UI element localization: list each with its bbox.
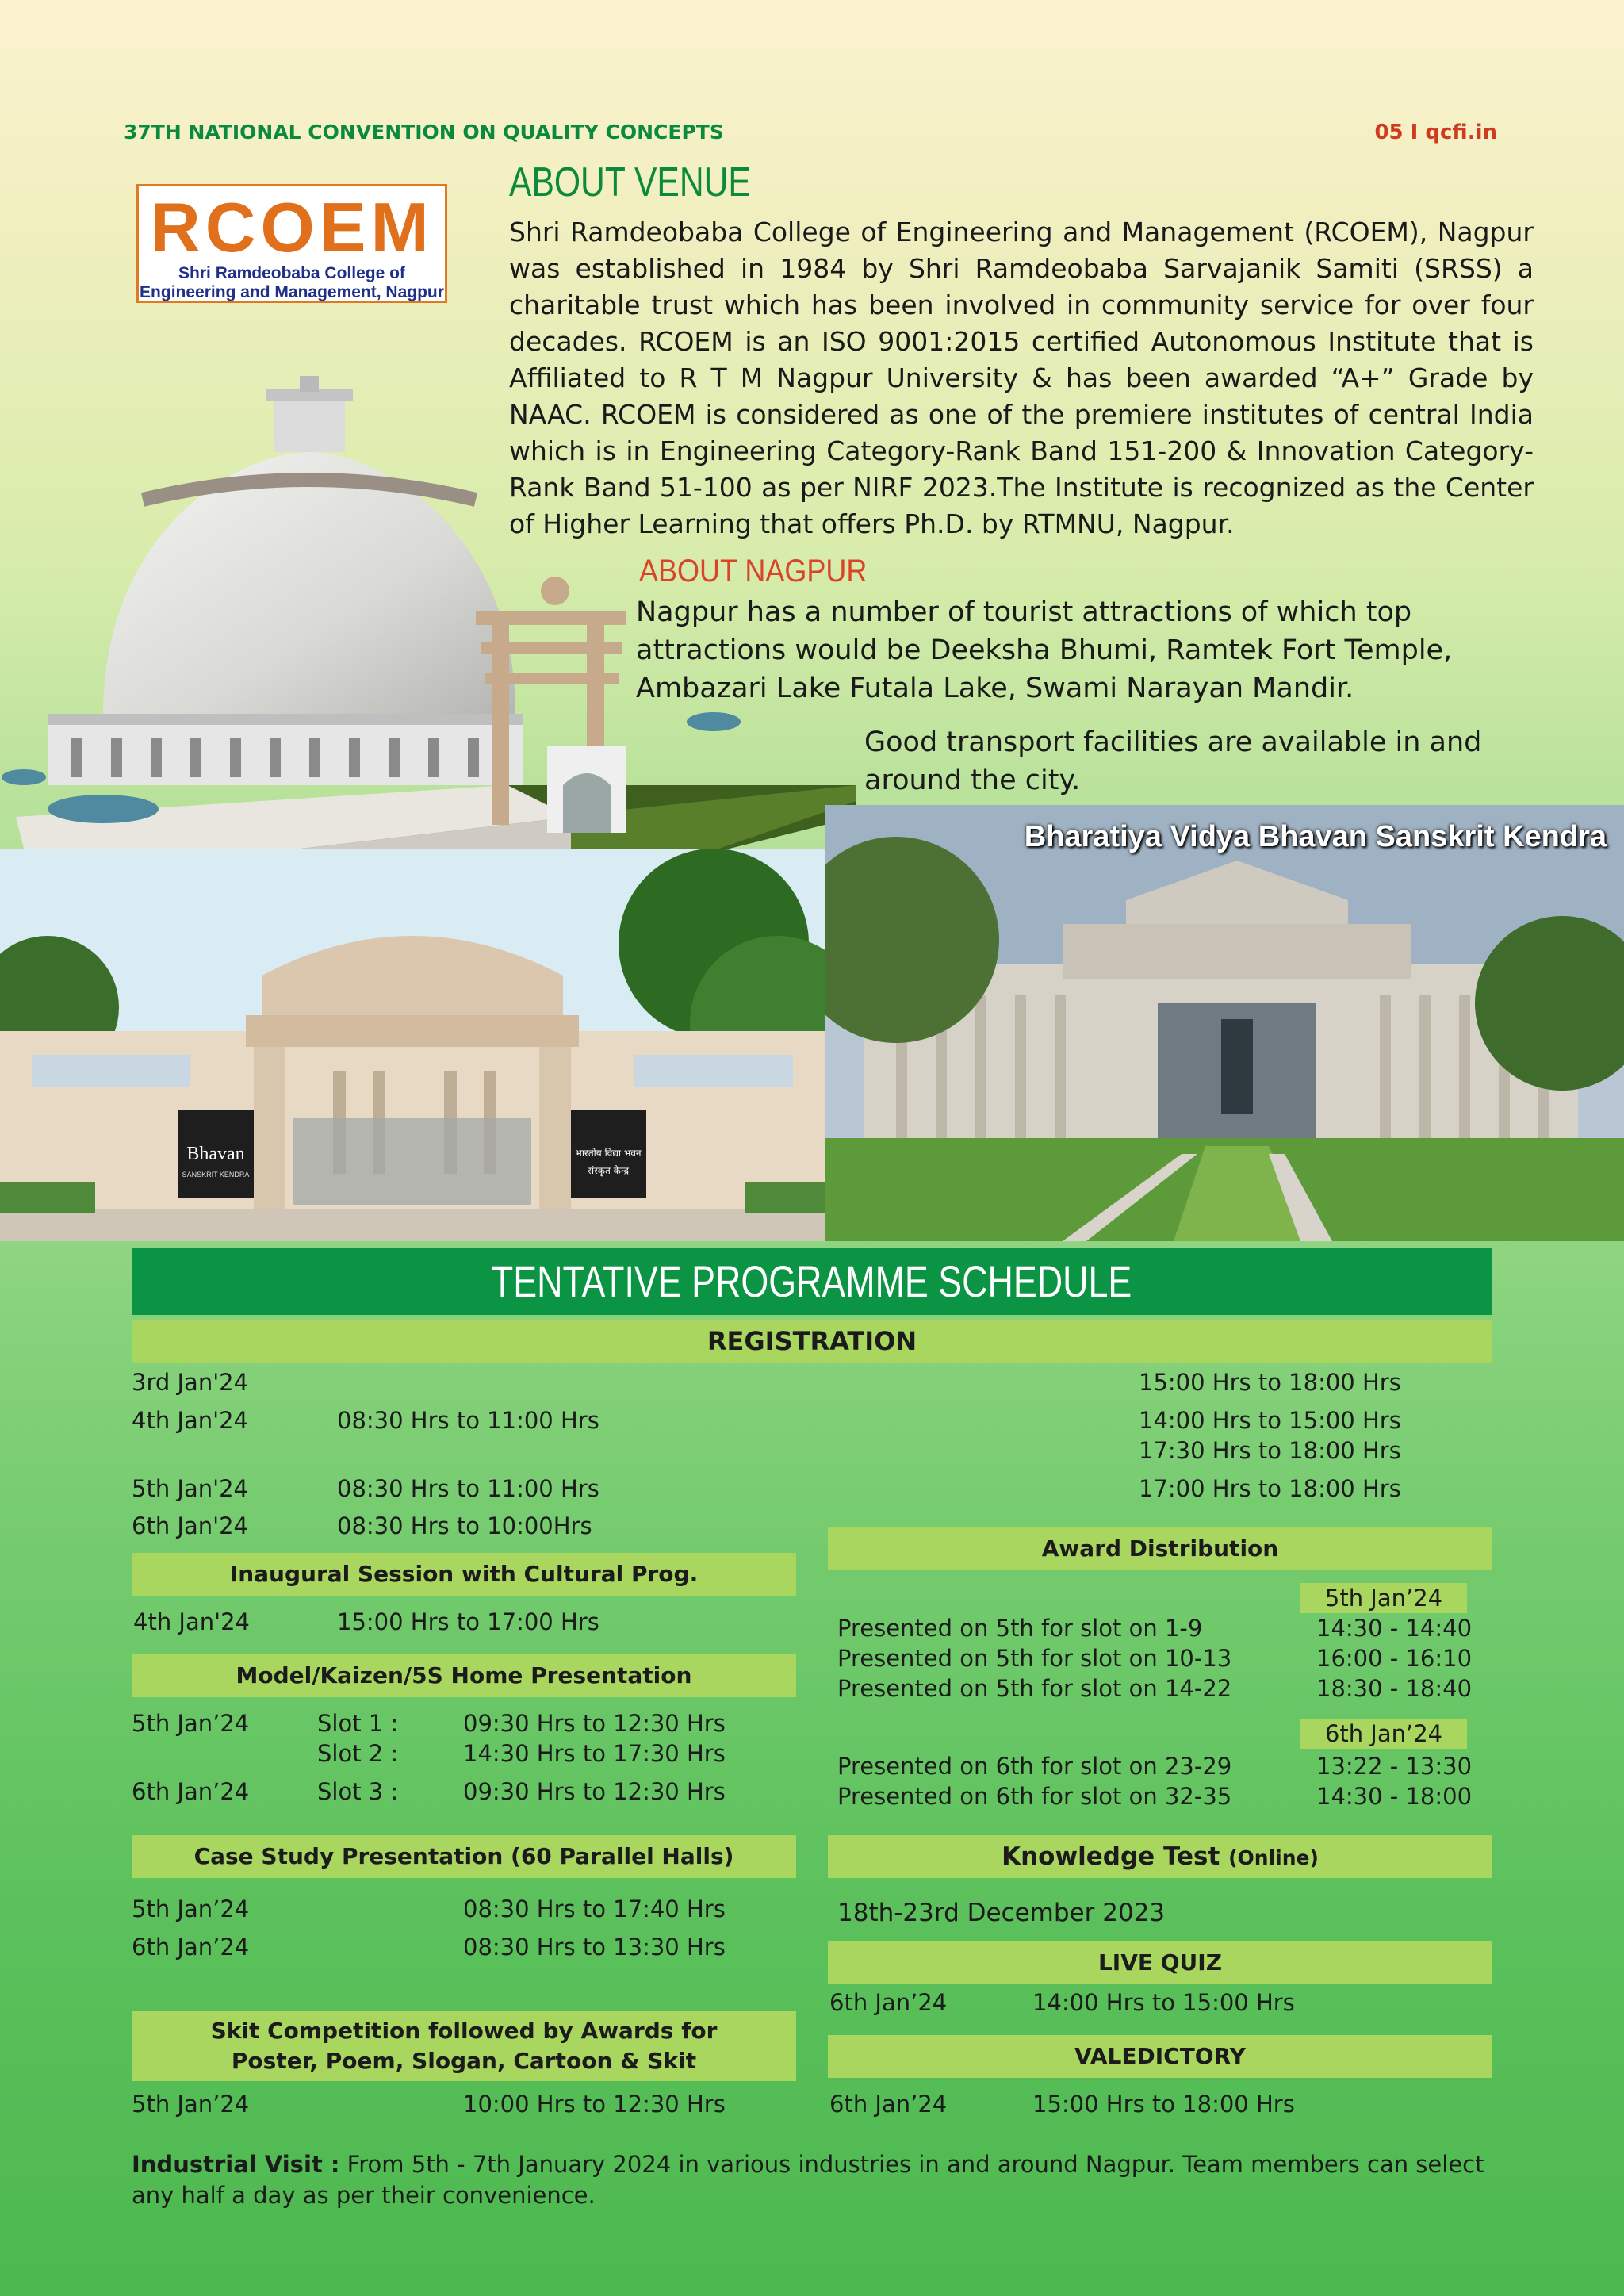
award-row-2-time: 16:00 - 16:10 (1316, 1645, 1473, 1672)
logo-line-2: Engineering and Management, Nagpur (140, 283, 444, 301)
award-row-5-time: 14:30 - 18:00 (1316, 1783, 1473, 1810)
case-time-1: 08:30 Hrs to 17:40 Hrs (463, 1895, 726, 1922)
model-slot-3: Slot 3 : (317, 1778, 399, 1805)
model-date-3: 6th Jan’24 (132, 1778, 250, 1805)
knowledge-online: (Online) (1228, 1846, 1319, 1869)
reg-morning-6th: 08:30 Hrs to 10:00Hrs (337, 1512, 592, 1539)
skit-heading-line2: Poster, Poem, Slogan, Cartoon & Skit (231, 2048, 697, 2074)
registration-heading: REGISTRATION (132, 1320, 1492, 1363)
skit-date: 5th Jan’24 (132, 2091, 250, 2118)
award-row-4-time: 13:22 - 13:30 (1316, 1753, 1473, 1780)
case-study-heading: Case Study Presentation (60 Parallel Halls) (132, 1835, 796, 1878)
industrial-visit (132, 2149, 1492, 2211)
live-quiz-date: 6th Jan’24 (829, 1989, 948, 2016)
case-time-2: 08:30 Hrs to 13:30 Hrs (463, 1934, 726, 1961)
reg-morning-4th: 08:30 Hrs to 11:00 Hrs (337, 1407, 599, 1434)
hindi-sign-line1: भारतीय विद्या भवन (575, 1148, 642, 1159)
logo-line-1: Shri Ramdeobaba College of (178, 264, 405, 282)
valedictory-time: 15:00 Hrs to 18:00 Hrs (1032, 2091, 1295, 2118)
about-venue-heading: ABOUT VENUE (509, 159, 751, 205)
case-date-2: 6th Jan’24 (132, 1934, 250, 1961)
reg-date-3rd: 3rd Jan'24 (132, 1369, 249, 1396)
award-row-4-label: Presented on 6th for slot on 23-29 (837, 1753, 1232, 1780)
inaugural-time: 15:00 Hrs to 17:00 Hrs (337, 1608, 599, 1635)
model-time-2: 14:30 Hrs to 17:30 Hrs (463, 1740, 726, 1767)
reg-date-6th: 6th Jan'24 (132, 1512, 248, 1539)
convention-title: 37TH NATIONAL CONVENTION ON QUALITY CONCEPTS (124, 121, 724, 144)
inaugural-heading: Inaugural Session with Cultural Prog. (132, 1553, 796, 1596)
bhavan-sign-subtext: SANSKRIT KENDRA (182, 1171, 250, 1179)
hindi-sign-line2: संस्कृत केन्द्र (588, 1165, 629, 1176)
logo-wordmark: RCOEM (150, 188, 434, 266)
about-nagpur-heading: ABOUT NAGPUR (639, 554, 868, 588)
reg-evening-4th: 14:00 Hrs to 15:00 Hrs (1139, 1407, 1401, 1434)
industrial-visit-text: From 5th - 7th January 2024 in various industries in and around Nagpur. Team members can select any half a day as per their convenience. (132, 2151, 1484, 2209)
live-quiz-time: 14:00 Hrs to 15:00 Hrs (1032, 1989, 1295, 2016)
reg-evening2-4th: 17:30 Hrs to 18:00 Hrs (1139, 1437, 1401, 1464)
award-row-1-time: 14:30 - 14:40 (1316, 1615, 1473, 1642)
inaugural-date: 4th Jan'24 (133, 1608, 250, 1635)
knowledge-date: 18th-23rd December 2023 (837, 1899, 1166, 1927)
reg-date-5th: 5th Jan'24 (132, 1475, 248, 1502)
award-heading: Award Distribution (828, 1527, 1492, 1570)
award-day2-tag: 6th Jan’24 (1300, 1719, 1467, 1749)
model-heading: Model/Kaizen/5S Home Presentation (132, 1654, 796, 1697)
rcoem-logo (136, 184, 447, 303)
skit-time: 10:00 Hrs to 12:30 Hrs (463, 2091, 726, 2118)
about-nagpur-text: Nagpur has a number of tourist attractions of which top attractions would be Deeksha Bhumi, Ramtek Fort Temple, Ambazari Lake Futala Lake, Swami Narayan Mandir. (636, 596, 1453, 704)
live-quiz-heading: LIVE QUIZ (828, 1941, 1492, 1984)
case-date-1: 5th Jan’24 (132, 1895, 250, 1922)
kendra-caption: Bharatiya Vidya Bhavan Sanskrit Kendra (1024, 820, 1607, 853)
reg-date-4th: 4th Jan'24 (132, 1407, 248, 1434)
knowledge-title: Knowledge Test (1002, 1842, 1220, 1871)
model-slot-1: Slot 1 : (317, 1710, 399, 1737)
award-row-2-label: Presented on 5th for slot on 10-13 (837, 1645, 1232, 1672)
award-row-1-label: Presented on 5th for slot on 1-9 (837, 1615, 1203, 1642)
reg-morning-5th: 08:30 Hrs to 11:00 Hrs (337, 1475, 599, 1502)
model-date-1: 5th Jan’24 (132, 1710, 250, 1737)
bhavan-sign-text: Bhavan (186, 1144, 245, 1164)
model-time-1: 09:30 Hrs to 12:30 Hrs (463, 1710, 726, 1737)
skit-heading (132, 2011, 796, 2081)
page-number-site: 05 I qcfi.in (1374, 121, 1497, 144)
model-time-3: 09:30 Hrs to 12:30 Hrs (463, 1778, 726, 1805)
award-row-5-label: Presented on 6th for slot on 32-35 (837, 1783, 1232, 1810)
industrial-visit-label: Industrial Visit : (132, 2151, 340, 2178)
schedule-title-text: TENTATIVE PROGRAMME SCHEDULE (492, 1256, 1132, 1306)
model-slot-2: Slot 2 : (317, 1740, 399, 1767)
schedule-title (132, 1248, 1492, 1315)
bhavan-gate-photo (0, 849, 825, 1241)
reg-evening-3rd: 15:00 Hrs to 18:00 Hrs (1139, 1369, 1401, 1396)
reg-evening-5th: 17:00 Hrs to 18:00 Hrs (1139, 1475, 1401, 1502)
award-row-3-time: 18:30 - 18:40 (1316, 1675, 1473, 1702)
award-day1-tag: 5th Jan’24 (1300, 1583, 1467, 1613)
transport-text: Good transport facilities are available in and around the city. (864, 726, 1482, 796)
award-row-3-label: Presented on 5th for slot on 14-22 (837, 1675, 1232, 1702)
valedictory-date: 6th Jan’24 (829, 2091, 948, 2118)
sanskrit-kendra-photo (825, 805, 1624, 1241)
about-venue-text: Shri Ramdeobaba College of Engineering and Management (RCOEM), Nagpur was established in 1984 by Shri Ramdeobaba Sarvajanik Samiti (SRSS) a charitable trust which has been involved in community service for over four decades. RCOEM is an ISO 9001:2015 certified Autonomous Institute that is Affiliated to R T M Nagpur University & has been awarded “A+” Grade by NAAC. RCOEM is considered as one of the premiere institutes of central India which is in Engineering Category-Rank Band 151-200 & Innovation Category-Rank Band 51-100 as per NIRF 2023.The Institute is recognized as the Center of Higher Learning that offers Ph.D. by RTMNU, Nagpur. (509, 217, 1534, 539)
skit-heading-line1: Skit Competition followed by Awards for (210, 2018, 718, 2044)
knowledge-heading (828, 1835, 1492, 1878)
valedictory-heading: VALEDICTORY (828, 2035, 1492, 2078)
